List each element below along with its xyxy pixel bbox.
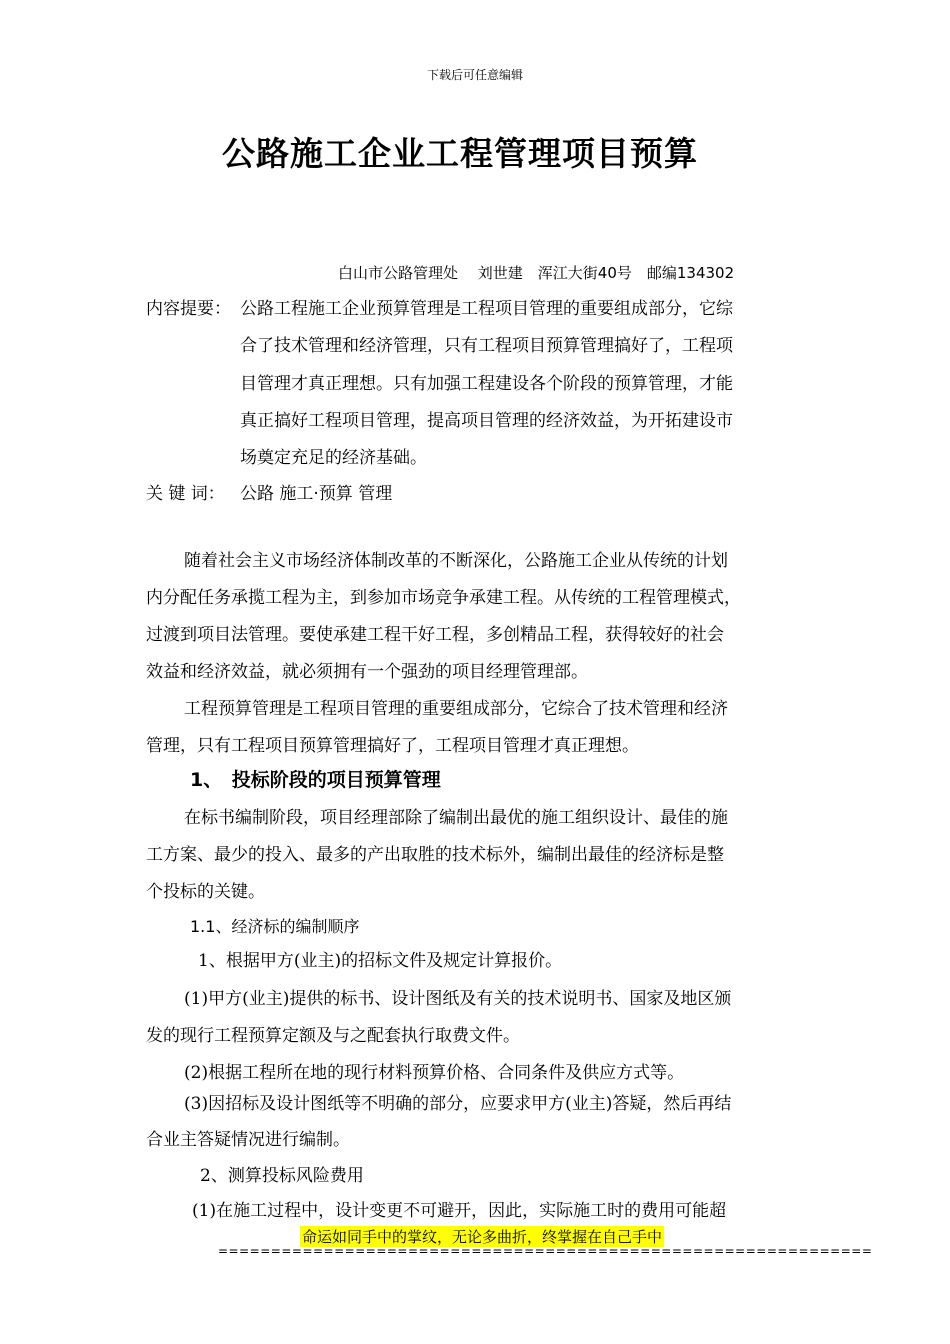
keywords-text: 公路 施工·预算 管理 <box>240 484 393 504</box>
paragraph-line: 过渡到项目法管理。要使承建工程干好工程，多创精品工程，获得较好的社会 <box>146 625 724 645</box>
list-item: (1)在施工过程中，设计变更不可避开，因此，实际施工时的费用可能超 <box>192 1201 727 1221</box>
list-item: (3)因招标及设计图纸等不明确的部分，应要求甲方(业主)答疑，然后再结 <box>184 1094 732 1114</box>
paragraph-line: 个投标的关键。 <box>146 882 265 902</box>
author-line: 白山市公路管理处 刘世建 浑江大街40号 邮编134302 <box>338 264 735 282</box>
paragraph-line: 内分配任务承揽工程为主，到参加市场竞争承建工程。从传统的工程管理模式， <box>146 588 741 608</box>
abstract-line: 目管理才真正理想。只有加强工程建设各个阶段的预算管理，才能 <box>240 374 733 394</box>
footer-banner: 命运如同手中的掌纹，无论多曲折，终掌握在自己手中 <box>302 1228 663 1246</box>
section-heading: 1、 投标阶段的项目预算管理 <box>190 769 441 791</box>
paragraph-line: 工程预算管理是工程项目管理的重要组成部分，它综合了技术管理和经济 <box>184 699 728 719</box>
document-title: 公路施工企业工程管理项目预算 <box>222 134 698 173</box>
header-note: 下载后可任意编辑 <box>426 68 523 82</box>
list-item: 2、测算投标风险费用 <box>200 1166 364 1186</box>
abstract-line: 公路工程施工企业预算管理是工程项目管理的重要组成部分，它综 <box>240 299 733 319</box>
paragraph-line: 随着社会主义市场经济体制改革的不断深化，公路施工企业从传统的计划 <box>184 551 728 571</box>
list-item: 合业主答疑情况进行编制。 <box>146 1130 350 1150</box>
paragraph-line: 管理，只有工程项目预算管理搞好了，工程项目管理才真正理想。 <box>146 736 639 756</box>
subsection-heading: 1.1、经济标的编制顺序 <box>190 917 360 936</box>
list-item: 1、根据甲方(业主)的招标文件及规定计算报价。 <box>198 951 563 971</box>
abstract-line: 合了技术管理和经济管理，只有工程项目预算管理搞好了，工程项 <box>240 336 733 356</box>
footer-rule: ============================================================== <box>218 1244 873 1258</box>
paragraph-line: 在标书编制阶段，项目经理部除了编制出最优的施工组织设计、最佳的施 <box>184 808 728 828</box>
abstract-label: 内容提要： <box>146 299 231 319</box>
paragraph-line: 效益和经济效益，就必须拥有一个强劲的项目经理管理部。 <box>146 662 588 682</box>
keywords-label: 关 键 词： <box>146 484 225 504</box>
list-item: (1)甲方(业主)提供的标书、设计图纸及有关的技术说明书、国家及地区颁 <box>184 989 732 1009</box>
abstract-line: 真正搞好工程项目管理，提高项目管理的经济效益，为开拓建设市 <box>240 411 733 431</box>
list-item: (2)根据工程所在地的现行材料预算价格、合同条件及供应方式等。 <box>184 1063 685 1083</box>
list-item: 发的现行工程预算定额及与之配套执行取费文件。 <box>146 1026 520 1046</box>
abstract-line: 场奠定充足的经济基础。 <box>240 448 427 468</box>
paragraph-line: 工方案、最少的投入、最多的产出取胜的技术标外，编制出最佳的经济标是整 <box>146 845 724 865</box>
